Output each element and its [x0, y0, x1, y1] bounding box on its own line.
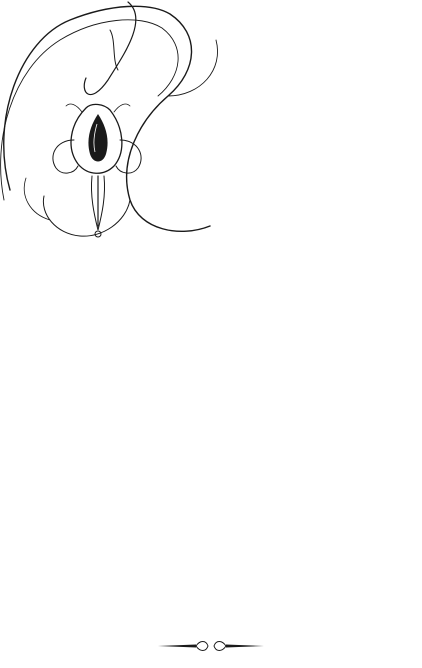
pendant-illustration: [0, 0, 230, 250]
page-footer: [0, 630, 422, 660]
left-flourish: [0, 630, 422, 660]
